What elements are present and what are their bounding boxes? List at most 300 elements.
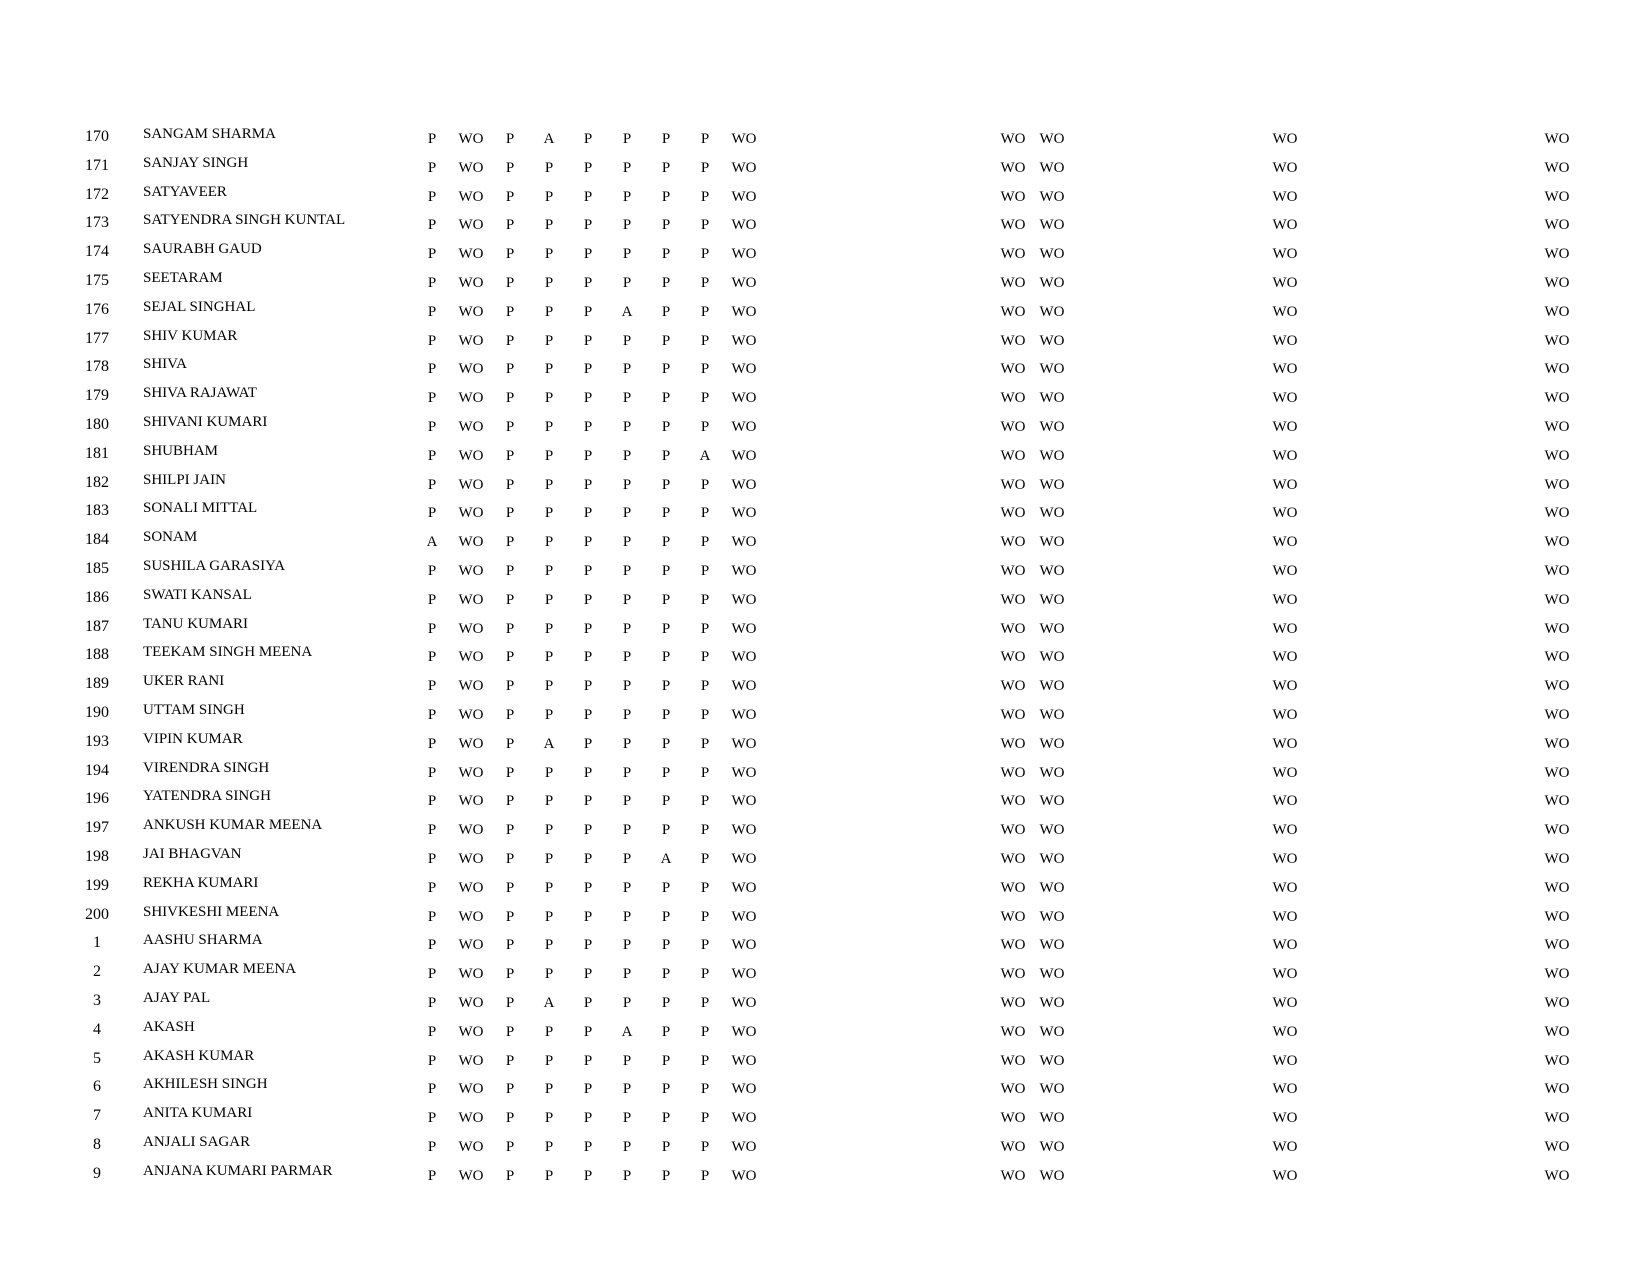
employee-name: AKASH	[143, 1018, 195, 1035]
attendance-mark: A	[621, 1023, 633, 1040]
attendance-mark: WO	[458, 591, 484, 608]
employee-name: SHIVA RAJAWAT	[143, 385, 257, 402]
attendance-mark: WO	[1272, 332, 1298, 349]
attendance-mark: WO	[1544, 1139, 1570, 1155]
attendance-mark: WO	[458, 707, 484, 723]
attendance-mark: WO	[1000, 217, 1026, 234]
attendance-mark: WO	[731, 332, 757, 349]
attendance-mark: P	[622, 764, 632, 781]
employee-name: VIRENDRA SINGH	[143, 759, 270, 776]
attendance-mark: WO	[1039, 361, 1065, 378]
attendance-mark: P	[427, 188, 437, 205]
table-row	[0, 933, 1650, 959]
attendance-mark: WO	[1272, 735, 1298, 752]
attendance-mark: P	[661, 447, 671, 464]
attendance-mark: P	[583, 303, 593, 320]
attendance-mark: P	[544, 246, 554, 263]
attendance-mark: WO	[731, 1023, 757, 1040]
attendance-mark: WO	[458, 131, 484, 147]
attendance-mark: P	[583, 851, 593, 867]
attendance-mark: P	[622, 908, 632, 925]
attendance-mark: WO	[1000, 505, 1026, 522]
attendance-mark: WO	[1544, 707, 1570, 723]
table-row	[0, 127, 1650, 153]
employee-name: SHUBHAM	[143, 442, 219, 459]
attendance-mark: P	[544, 1110, 554, 1127]
attendance-mark: WO	[731, 246, 757, 263]
attendance-mark: WO	[731, 649, 757, 666]
attendance-mark: P	[427, 822, 437, 839]
attendance-mark: P	[661, 217, 671, 234]
attendance-mark: WO	[1272, 793, 1298, 810]
attendance-mark: P	[700, 188, 710, 205]
attendance-mark: P	[583, 275, 593, 291]
attendance-mark: WO	[458, 332, 484, 349]
attendance-mark: P	[661, 505, 671, 522]
attendance-mark: WO	[1272, 361, 1298, 378]
attendance-mark: WO	[1039, 505, 1065, 522]
attendance-mark: WO	[458, 1052, 484, 1069]
attendance-mark: P	[544, 879, 554, 896]
employee-name: UTTAM SINGH	[143, 702, 245, 718]
attendance-mark: P	[505, 764, 515, 781]
attendance-mark: WO	[1039, 275, 1065, 291]
table-row	[0, 1049, 1650, 1075]
attendance-mark: WO	[1544, 246, 1570, 263]
attendance-mark: P	[622, 159, 632, 176]
attendance-mark: WO	[731, 563, 757, 579]
serial-number: 193	[85, 732, 109, 750]
attendance-mark: P	[583, 1139, 593, 1155]
attendance-mark: P	[505, 851, 515, 867]
attendance-mark: P	[700, 793, 710, 810]
attendance-mark: WO	[1000, 419, 1026, 435]
attendance-mark: P	[661, 534, 671, 551]
attendance-mark: WO	[1544, 303, 1570, 320]
attendance-mark: WO	[458, 390, 484, 407]
attendance-mark: WO	[458, 937, 484, 954]
attendance-mark: P	[622, 678, 632, 695]
serial-number: 184	[85, 531, 109, 549]
attendance-mark: P	[544, 1081, 554, 1098]
attendance-mark: P	[622, 1081, 632, 1098]
attendance-mark: P	[700, 678, 710, 695]
attendance-mark: WO	[731, 131, 757, 147]
table-row	[0, 645, 1650, 671]
attendance-mark: P	[505, 937, 515, 954]
attendance-mark: P	[583, 822, 593, 839]
attendance-mark: P	[700, 851, 710, 867]
attendance-mark: P	[700, 1167, 710, 1184]
attendance-mark: P	[661, 793, 671, 810]
attendance-mark: WO	[1272, 246, 1298, 263]
attendance-mark: P	[661, 764, 671, 781]
attendance-mark: P	[544, 447, 554, 464]
attendance-mark: P	[583, 793, 593, 810]
attendance-mark: P	[427, 793, 437, 810]
attendance-mark: P	[583, 764, 593, 781]
attendance-mark: P	[427, 620, 437, 637]
attendance-mark: WO	[1272, 995, 1298, 1011]
attendance-mark: P	[544, 793, 554, 810]
attendance-mark: WO	[1000, 159, 1026, 176]
attendance-mark: P	[700, 159, 710, 176]
attendance-mark: P	[583, 476, 593, 493]
attendance-mark: WO	[458, 159, 484, 176]
attendance-mark: P	[661, 131, 671, 147]
attendance-mark: P	[505, 246, 515, 263]
attendance-mark: P	[583, 1023, 593, 1040]
attendance-mark: P	[622, 620, 632, 637]
attendance-mark: WO	[458, 649, 484, 666]
attendance-mark: P	[622, 851, 632, 867]
attendance-mark: WO	[1039, 591, 1065, 608]
attendance-mark: WO	[1039, 764, 1065, 781]
attendance-mark: WO	[1039, 419, 1065, 435]
attendance-mark: WO	[458, 303, 484, 320]
table-row	[0, 761, 1650, 787]
attendance-mark: WO	[1272, 419, 1298, 435]
attendance-mark: P	[661, 1167, 671, 1184]
attendance-mark: WO	[1272, 707, 1298, 723]
employee-name: SHIV KUMAR	[143, 327, 238, 344]
attendance-mark: P	[544, 563, 554, 579]
serial-number: 1	[93, 934, 101, 952]
attendance-mark: P	[427, 678, 437, 695]
employee-name: SHIVKESHI MEENA	[143, 903, 280, 920]
serial-number: 185	[85, 560, 109, 577]
attendance-mark: P	[544, 649, 554, 666]
attendance-mark: WO	[1000, 361, 1026, 378]
serial-number: 173	[85, 214, 109, 232]
table-row	[0, 732, 1650, 758]
attendance-mark: WO	[731, 707, 757, 723]
attendance-mark: P	[505, 534, 515, 551]
attendance-mark: P	[622, 793, 632, 810]
attendance-mark: WO	[1272, 1139, 1298, 1155]
attendance-mark: WO	[1272, 217, 1298, 234]
employee-name: SHIVANI KUMARI	[143, 414, 268, 430]
attendance-mark: P	[661, 620, 671, 637]
attendance-mark: WO	[1000, 851, 1026, 867]
attendance-mark: P	[622, 966, 632, 983]
attendance-mark: P	[427, 390, 437, 407]
attendance-mark: WO	[1000, 1052, 1026, 1069]
attendance-mark: WO	[731, 476, 757, 493]
attendance-mark: P	[700, 534, 710, 551]
attendance-mark: WO	[1544, 1023, 1570, 1040]
attendance-mark: P	[505, 447, 515, 464]
attendance-mark: WO	[731, 1052, 757, 1069]
attendance-mark: P	[700, 591, 710, 608]
attendance-mark: WO	[458, 620, 484, 637]
attendance-mark: P	[544, 419, 554, 435]
attendance-mark: WO	[1544, 678, 1570, 695]
attendance-mark: WO	[1039, 822, 1065, 839]
attendance-mark: WO	[1000, 908, 1026, 925]
attendance-mark: P	[661, 937, 671, 954]
attendance-mark: P	[661, 275, 671, 291]
attendance-mark: P	[505, 879, 515, 896]
attendance-mark: P	[505, 1139, 515, 1155]
attendance-mark: WO	[731, 505, 757, 522]
attendance-mark: P	[583, 966, 593, 983]
employee-name: SEETARAM	[143, 270, 223, 286]
attendance-mark: P	[622, 822, 632, 839]
attendance-mark: P	[700, 563, 710, 579]
table-row	[0, 386, 1650, 412]
attendance-mark: WO	[1544, 476, 1570, 493]
attendance-mark: P	[583, 995, 593, 1011]
attendance-mark: P	[544, 851, 554, 867]
attendance-mark: WO	[731, 361, 757, 378]
attendance-mark: P	[427, 1023, 437, 1040]
employee-name: ANJANA KUMARI PARMAR	[143, 1162, 333, 1179]
attendance-mark: P	[427, 131, 437, 147]
attendance-mark: P	[544, 764, 554, 781]
serial-number: 8	[93, 1136, 101, 1153]
attendance-mark: P	[544, 1052, 554, 1069]
attendance-mark: P	[661, 908, 671, 925]
attendance-mark: WO	[731, 447, 757, 464]
attendance-mark: P	[544, 1167, 554, 1184]
attendance-mark: WO	[731, 1167, 757, 1184]
attendance-mark: P	[622, 563, 632, 579]
attendance-mark: WO	[731, 966, 757, 983]
attendance-mark: WO	[1039, 188, 1065, 205]
attendance-mark: P	[544, 937, 554, 954]
attendance-mark: P	[427, 1139, 437, 1155]
attendance-mark: WO	[1544, 908, 1570, 925]
serial-number: 187	[85, 617, 109, 635]
attendance-mark: P	[427, 908, 437, 925]
attendance-mark: P	[544, 534, 554, 551]
attendance-mark: P	[700, 764, 710, 781]
attendance-mark: P	[505, 707, 515, 723]
attendance-mark: P	[661, 390, 671, 407]
attendance-mark: WO	[458, 1167, 484, 1184]
attendance-mark: P	[700, 735, 710, 752]
attendance-mark: P	[505, 361, 515, 378]
employee-name: REKHA KUMARI	[143, 874, 259, 891]
serial-number: 176	[85, 300, 109, 318]
attendance-mark: WO	[731, 390, 757, 407]
attendance-mark: P	[583, 217, 593, 234]
employee-name: SHIVA	[143, 356, 187, 373]
serial-number: 6	[93, 1078, 101, 1096]
serial-number: 194	[85, 761, 109, 779]
attendance-mark: P	[661, 591, 671, 608]
attendance-mark: P	[427, 649, 437, 666]
employee-name: ANJALI SAGAR	[143, 1134, 251, 1150]
attendance-mark: P	[505, 591, 515, 608]
attendance-mark: P	[544, 620, 554, 637]
attendance-mark: P	[700, 1052, 710, 1069]
employee-name: UKER RANI	[143, 673, 225, 690]
attendance-mark: WO	[1544, 390, 1570, 407]
attendance-mark: WO	[1039, 793, 1065, 810]
serial-number: 181	[85, 444, 109, 462]
attendance-mark: WO	[1039, 1081, 1065, 1098]
attendance-mark: WO	[458, 188, 484, 205]
employee-name: SEJAL SINGHAL	[143, 298, 256, 315]
attendance-mark: P	[700, 822, 710, 839]
attendance-mark: WO	[1272, 476, 1298, 493]
attendance-mark: P	[583, 332, 593, 349]
attendance-mark: P	[583, 735, 593, 752]
attendance-mark: P	[700, 908, 710, 925]
attendance-mark: WO	[458, 275, 484, 291]
attendance-mark: P	[583, 390, 593, 407]
attendance-mark: WO	[731, 995, 757, 1011]
table-row	[0, 415, 1650, 441]
attendance-mark: WO	[1272, 159, 1298, 176]
attendance-mark: P	[622, 649, 632, 666]
attendance-mark: P	[427, 217, 437, 234]
attendance-mark: P	[505, 620, 515, 637]
employee-name: SATYAVEER	[143, 183, 227, 200]
attendance-mark: P	[700, 131, 710, 147]
attendance-mark: P	[544, 908, 554, 925]
attendance-mark: P	[505, 1052, 515, 1069]
employee-name: YATENDRA SINGH	[143, 788, 271, 805]
attendance-mark: P	[700, 505, 710, 522]
attendance-mark: P	[622, 188, 632, 205]
attendance-mark: P	[583, 1167, 593, 1184]
attendance-mark: WO	[731, 620, 757, 637]
attendance-mark: WO	[1544, 1110, 1570, 1127]
attendance-mark: WO	[1272, 505, 1298, 522]
attendance-mark: WO	[1000, 534, 1026, 551]
employee-name: AJAY KUMAR MEENA	[143, 961, 297, 978]
attendance-mark: P	[505, 131, 515, 147]
attendance-mark: P	[505, 966, 515, 983]
attendance-mark: P	[427, 995, 437, 1011]
attendance-mark: P	[427, 505, 437, 522]
attendance-mark: P	[583, 131, 593, 147]
attendance-mark: P	[505, 188, 515, 205]
employee-name: ANITA KUMARI	[143, 1105, 253, 1122]
attendance-mark: WO	[1039, 966, 1065, 983]
attendance-mark: WO	[1272, 188, 1298, 205]
attendance-mark: P	[700, 966, 710, 983]
serial-number: 2	[93, 963, 101, 981]
attendance-mark: P	[661, 332, 671, 349]
attendance-mark: WO	[1000, 476, 1026, 493]
attendance-mark: P	[505, 217, 515, 234]
attendance-mark: WO	[1544, 735, 1570, 752]
attendance-mark: P	[544, 678, 554, 695]
attendance-mark: P	[583, 707, 593, 723]
table-row	[0, 789, 1650, 815]
attendance-mark: WO	[1039, 678, 1065, 695]
attendance-mark: WO	[1039, 620, 1065, 637]
attendance-mark: P	[505, 505, 515, 522]
attendance-mark: WO	[1272, 851, 1298, 867]
attendance-mark: P	[544, 1023, 554, 1040]
attendance-mark: P	[622, 419, 632, 435]
attendance-mark: WO	[731, 822, 757, 839]
attendance-mark: WO	[458, 447, 484, 464]
attendance-mark: P	[583, 591, 593, 608]
attendance-mark: P	[700, 1139, 710, 1155]
attendance-mark: WO	[458, 1139, 484, 1155]
table-row	[0, 329, 1650, 355]
attendance-mark: P	[544, 390, 554, 407]
attendance-mark: P	[700, 476, 710, 493]
attendance-mark: WO	[1039, 1167, 1065, 1184]
attendance-mark: P	[661, 246, 671, 263]
attendance-mark: P	[700, 1023, 710, 1040]
attendance-mark: WO	[458, 476, 484, 493]
attendance-mark: P	[544, 303, 554, 320]
attendance-mark: A	[543, 131, 555, 147]
attendance-mark: P	[622, 1110, 632, 1127]
attendance-mark: WO	[1000, 390, 1026, 407]
attendance-mark: P	[700, 361, 710, 378]
attendance-mark: WO	[731, 678, 757, 695]
employee-name: AASHU SHARMA	[143, 932, 263, 949]
attendance-mark: WO	[1000, 332, 1026, 349]
attendance-mark: WO	[731, 937, 757, 954]
attendance-mark: P	[622, 217, 632, 234]
attendance-mark: P	[661, 995, 671, 1011]
attendance-mark: WO	[1544, 591, 1570, 608]
attendance-mark: WO	[1544, 822, 1570, 839]
attendance-mark: P	[505, 419, 515, 435]
attendance-mark: WO	[458, 678, 484, 695]
attendance-mark: WO	[1544, 447, 1570, 464]
attendance-mark: P	[544, 476, 554, 493]
attendance-mark: WO	[458, 793, 484, 810]
attendance-mark: P	[505, 476, 515, 493]
attendance-mark: WO	[1000, 620, 1026, 637]
attendance-mark: WO	[731, 159, 757, 176]
table-row	[0, 991, 1650, 1017]
attendance-mark: WO	[1039, 995, 1065, 1011]
attendance-mark: WO	[1000, 131, 1026, 147]
attendance-mark: WO	[1544, 620, 1570, 637]
attendance-mark: P	[544, 188, 554, 205]
table-row	[0, 501, 1650, 527]
serial-number: 179	[85, 387, 109, 405]
attendance-mark: P	[427, 966, 437, 983]
attendance-mark: WO	[731, 851, 757, 867]
table-row	[0, 905, 1650, 931]
attendance-mark: WO	[1000, 1139, 1026, 1155]
attendance-mark: P	[427, 851, 437, 867]
attendance-mark: WO	[1000, 1110, 1026, 1127]
serial-number: 4	[93, 1020, 101, 1038]
attendance-mark: WO	[1000, 1167, 1026, 1184]
attendance-mark: WO	[1039, 1110, 1065, 1127]
attendance-mark: WO	[458, 879, 484, 896]
serial-number: 190	[85, 704, 109, 721]
attendance-mark: P	[661, 476, 671, 493]
attendance-mark: WO	[1272, 937, 1298, 954]
attendance-mark: WO	[1039, 131, 1065, 147]
attendance-mark: P	[544, 966, 554, 983]
attendance-mark: WO	[1000, 735, 1026, 752]
attendance-mark: P	[700, 1081, 710, 1098]
attendance-mark: P	[427, 1167, 437, 1184]
attendance-mark: WO	[458, 1110, 484, 1127]
attendance-mark: P	[427, 246, 437, 263]
attendance-mark: WO	[1039, 217, 1065, 234]
attendance-mark: WO	[1000, 275, 1026, 291]
serial-number: 5	[93, 1049, 101, 1067]
attendance-mark: A	[621, 303, 633, 320]
